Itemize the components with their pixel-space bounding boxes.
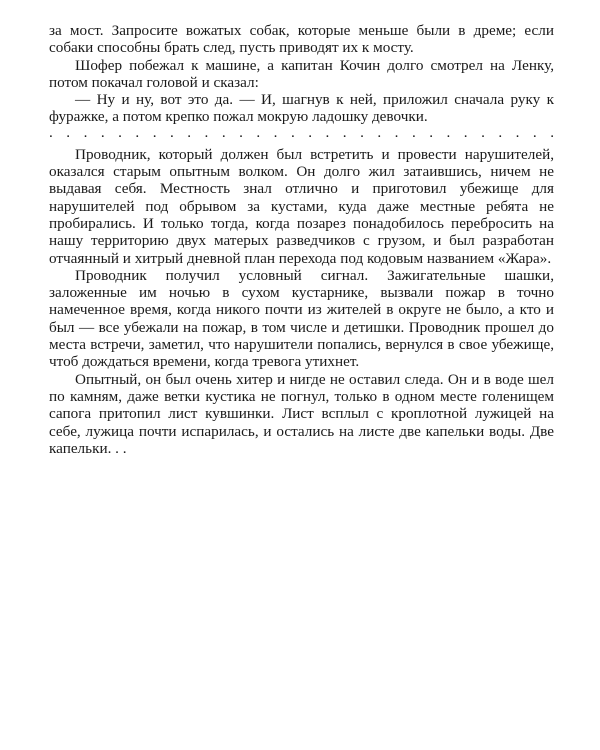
section-separator-dots: . . . . . . . . . . . . . . . . . . . . . . . . . . . . . . [49,125,554,141]
paragraph-continuation: за мост. Запросите вожатых собак, которые меньше были в дреме; если собаки способны брать след, пусть приводят их к мосту. [49,22,554,57]
book-page [49,22,554,457]
paragraph-two-drops: Опытный, он был очень хитер и нигде не оставил следа. Он и в воде шел по камням, даже ветки кустика не погнул, только в одном месте голенищем сапога притопил лист кувшинки. Лист всплыл с кроплотной лужицей на себе, лужица почти испарилась, и остались на листе две капельки воды. Две капельки. . . [49,370,554,457]
paragraph-guide-wolf: Проводник, который должен был встретить и провести нарушителей, оказался старым опытным волком. Он долго жил затаившись, ничем не выдавая себя. Местность знал отлично и приготовил убежище для нарушителей под обрывом за кустами, куда даже местные ребята не пробирались. И только тогда, когда позарез понадобилось перебросить на нашу территорию двух матерых разведчиков с грузом, и был разработан отчаянный и хитрый дневной план перехода под кодовым названием «Жара». [49,145,554,267]
paragraph-captain-handshake: — Ну и ну, вот это да. — И, шагнув к ней, приложил сначала руку к фуражке, а потом крепко пожал мокрую ладошку девочки. [49,91,554,126]
paragraph-driver-runs: Шофер побежал к машине, а капитан Кочин долго смотрел на Ленку, потом покачал головой и сказал: [49,56,554,91]
paragraph-signal-fire: Проводник получил условный сигнал. Зажигательные шашки, заложенные им ночью в сухом кустарнике, вызвали пожар в точно намеченное время, когда никого почти из жителей в округе не было, а кто и был — все убежали на пожар, в том числе и детишки. Проводник прошел до места встречи, заметил, что нарушители попались, вернулся в свое убежище, чтоб дождаться времени, когда тревога утихнет. [49,266,554,371]
